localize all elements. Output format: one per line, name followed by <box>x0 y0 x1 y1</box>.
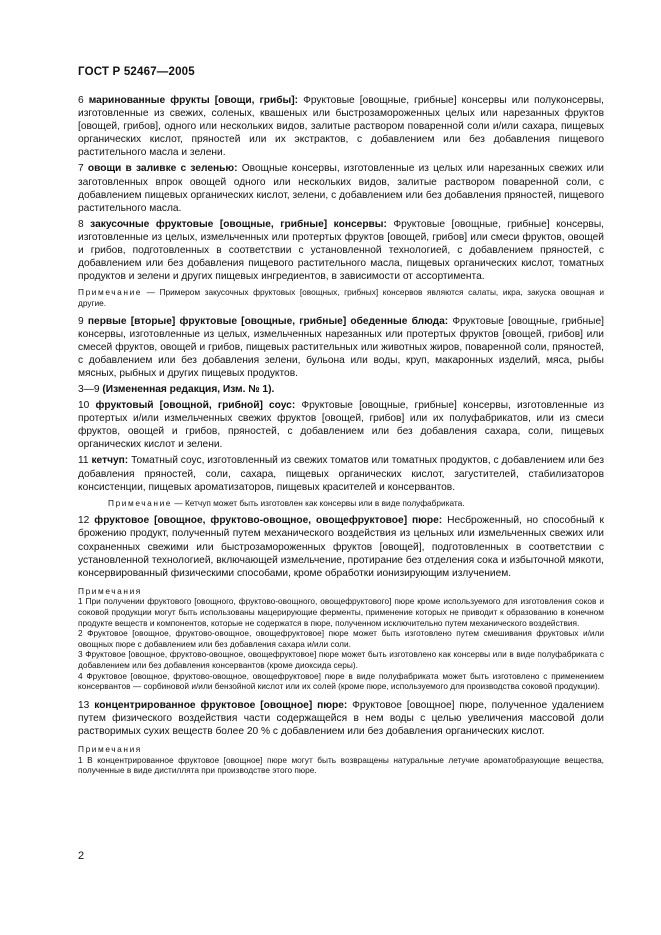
section-text: Несброженный, но способный к брожению продукт, полученный путем механического воздействия из цельных или измельченных свежих или сохраненных свежими или быстрозамороженных фруктов [овощей], подготовленных в соответствии с установленной технологией, включающей измельчение, протирание без отделения сока и избыточной мякоти, консервированный физическими способами, кроме обработки ионизирующим излучением. <box>78 515 604 579</box>
section-6 <box>78 94 604 159</box>
amendment-text: (Измененная редакция, Изм. № 1). <box>102 383 275 395</box>
amendment-ref: 3—9 <box>78 383 100 395</box>
section-number: 7 <box>78 163 84 175</box>
section-number: 9 <box>78 315 84 327</box>
section-term: фруктовый [овощной, грибной] соус: <box>95 400 296 412</box>
notes-label: Примечания <box>78 744 142 754</box>
section-8 <box>78 218 604 283</box>
notes-label: Примечания <box>78 585 142 596</box>
section-10 <box>78 399 604 451</box>
section-9 <box>78 315 604 380</box>
section-term: концентрированное фруктовое [овощное] пюре: <box>94 699 348 711</box>
section-number: 13 <box>78 699 90 711</box>
section-text: Фруктовые [овощные, грибные] консервы, изготовленные из целых, измельченных нарезанных или протертых фруктов [овощей, грибов] или смесей фруктов, овощей и грибов, пищевых растительных или животных жиров, поваренной соли, пряностей, с добавлением или без добавления зелени, бульона или воды, круп, макаронных изделий, мяса, рыбы мясных, рыбных и других пищевых продуктов. <box>78 315 604 379</box>
note-item: 3 Фруктовое [овощное, фруктово-овощное, овощефруктовое] пюре может быть изготовлено как консервы или в виде полуфабриката с добавлением или без добавления консервантов (кроме диоксида серы). <box>78 649 604 670</box>
note-text: — Примером закусочных фруктовых [овощных, грибных] консервов являются салаты, икра, закуска овощная и другие. <box>78 287 604 308</box>
section-number: 8 <box>78 218 84 230</box>
document-header: ГОСТ Р 52467—2005 <box>78 66 195 78</box>
section-text: Фруктовые [овощные, грибные] консервы или полуконсервы, изготовленные из свежих, соленых, квашеных или быстрозамороженных целых или нарезанных фруктов [овощей, грибов], одного или нескольких видов, залитые раствором поваренной соли и/или сахара, пищевых органических кислот, пряностей или их экстрактов, с добавлением или без добавления пищевого растительного масла и зелени. <box>78 95 604 159</box>
note-item: 2 Фруктовое [овощное, фруктово-овощное, овощефруктовое] пюре может быть изготовлено путем смешивания фруктовых и/или овощных пюре с добавлением или без добавления сахара и/или соли. <box>78 628 604 649</box>
page-number: 2 <box>78 850 85 862</box>
section-text: Томатный соус, изготовленный из свежих томатов или томатных продуктов, с добавлением или без добавления пряностей, соли, сахара, пищевых органических кислот, загустителей, стабилизаторов консистенции, пищевых ароматизаторов, пищевых красителей и консервантов. <box>78 455 604 493</box>
notes-section-12 <box>78 586 604 692</box>
note-text: — Кетчуп может быть изготовлен как консервы или в виде полуфабриката. <box>174 497 465 508</box>
note-label: Примечание <box>78 287 143 298</box>
section-number: 10 <box>78 400 90 412</box>
section-term: фруктовое [овощное, фруктово-овощное, овощефруктовое] пюре: <box>94 515 443 527</box>
section-13 <box>78 699 604 738</box>
section-11 <box>78 454 604 493</box>
section-12 <box>78 514 604 579</box>
section-number: 11 <box>78 455 89 467</box>
note-item: 1 В концентрированное фруктовое [овощное] пюре могут быть возвращены натуральные летучие ароматобразующие вещества, полученные в виде дистиллята при производстве этого пюре. <box>78 754 604 776</box>
note-section-11 <box>78 498 604 509</box>
note-label: Примечание <box>108 497 173 508</box>
note-item: 1 При получении фруктового [овощного, фруктово-овощного, овощефруктового] пюре кроме используемого для изготовления соков и соковой продукции могут быть использованы мацерирующие ферменты, применение которых не приводит к образованию в конечном продукте веществ и компонентов, которые не содержатся в пюре, полученном исключительно путем механического воздействия. <box>78 596 604 628</box>
section-text: Фруктовые [овощные, грибные] консервы, изготовленные из протертых и/или измельченных свежих фруктов [овощей, грибов] или их полуфабрикатов, или из смеси фруктов, овощей и грибов, пряностей, с добавлением или без добавления сахара, соли, пищевых органических кислот и зелени. <box>78 400 604 451</box>
document-body <box>78 94 604 776</box>
section-7 <box>78 162 604 214</box>
note-section-8 <box>78 287 604 308</box>
section-text: Овощные консервы, изготовленные из целых или нарезанных свежих или заготовленных впрок овощей одного или нескольких видов, залитые раствором поваренной соли, с добавлением пищевых органических кислот, зелени, с добавлением или без добавления пряностей, пищевого растительного масла. <box>78 163 604 214</box>
section-text: Фруктовое [овощное] пюре, полученное удалением путем физического воздействия части содержащейся в нем воды с целью увеличения массовой доли растворимых сухих веществ более 20 % с добавлением или без добавления органических кислот. <box>78 699 604 737</box>
section-term: закусочные фруктовые [овощные, грибные] консервы: <box>90 218 387 230</box>
section-term: первые [вторые] фруктовые [овощные, грибные] обеденные блюда: <box>87 315 449 327</box>
section-term: овощи в заливке с зеленью: <box>87 163 238 175</box>
section-text: Фруктовые [овощные, грибные] консервы, изготовленные из целых, измельченных или протертых фруктов [овощей, грибов] или смеси фруктов, овощей и грибов, подготовленных в соответствии с установленной технологией, с добавлением пряностей, с добавлением или без добавления пищевого растительного масла, пищевых органических кислот, томатных продуктов и зелени и других пищевых ингредиентов, в зависимости от ассортимента. <box>78 218 604 283</box>
note-item: 4 Фруктовое [овощное, фруктово-овощное, овощефруктовое] пюре в виде полуфабриката может быть изготовлено с применением консервантов — сорбиновой и/или бензойной кислот или их солей (кроме пюре, используемого для производства соковой продукции). <box>78 670 604 692</box>
section-term: маринованные фрукты [овощи, грибы]: <box>88 95 299 106</box>
amendment-note <box>78 383 604 396</box>
section-number: 12 <box>78 515 90 527</box>
section-number: 6 <box>78 95 84 106</box>
section-term: кетчуп: <box>91 455 129 467</box>
notes-section-13 <box>78 744 604 776</box>
